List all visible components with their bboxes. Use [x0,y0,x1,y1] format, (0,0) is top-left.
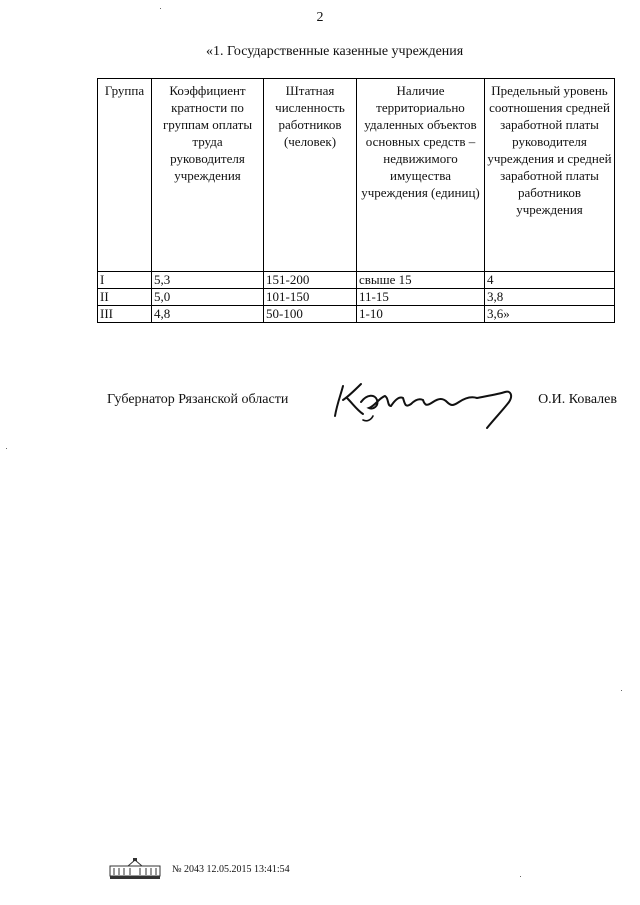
handwritten-signature [327,376,527,438]
header-coefficient: Коэффициент кратности по группам оплаты труда руководителя учреждения [152,79,264,272]
registration-stamp-text: № 2043 12.05.2015 13:41:54 [172,864,290,875]
signature-block [107,390,617,430]
table-header-row [98,79,615,272]
header-remote-objects: Наличие территориально удаленных объектов основных средств – недвижимого имущества учреждения (единиц) [357,79,485,272]
header-salary-ratio: Предельный уровень соотношения средней заработной платы руководителя учреждения и средней заработной платы работников учреждения [485,79,615,272]
building-stamp-icon [108,858,162,880]
cell-staff-count: 151-200 [264,272,357,289]
cell-salary-ratio: 3,6» [485,306,615,323]
cell-coefficient: 4,8 [152,306,264,323]
scan-speck [520,876,521,877]
table-row [98,272,615,289]
cell-remote-objects: 11-15 [357,289,485,306]
cell-staff-count: 50-100 [264,306,357,323]
cell-salary-ratio: 3,8 [485,289,615,306]
cell-coefficient: 5,3 [152,272,264,289]
signatory-name: О.И. Ковалев [538,392,617,407]
cell-staff-count: 101-150 [264,289,357,306]
table-row [98,289,615,306]
header-group: Группа [98,79,152,272]
table-row [98,306,615,323]
cell-coefficient: 5,0 [152,289,264,306]
groups-table [97,78,615,323]
cell-salary-ratio: 4 [485,272,615,289]
cell-group: I [98,272,152,289]
cell-remote-objects: 1-10 [357,306,485,323]
cell-group: III [98,306,152,323]
scan-speck [6,448,7,449]
table-heading: «1. Государственные казенные учреждения [206,44,464,59]
scan-speck [621,690,622,691]
header-staff-count: Штатная численность работников (человек) [264,79,357,272]
cell-remote-objects: свыше 15 [357,272,485,289]
page-number: 2 [316,10,324,25]
cell-group: II [98,289,152,306]
scan-speck [160,8,161,9]
signatory-title: Губернатор Рязанской области [107,392,289,407]
